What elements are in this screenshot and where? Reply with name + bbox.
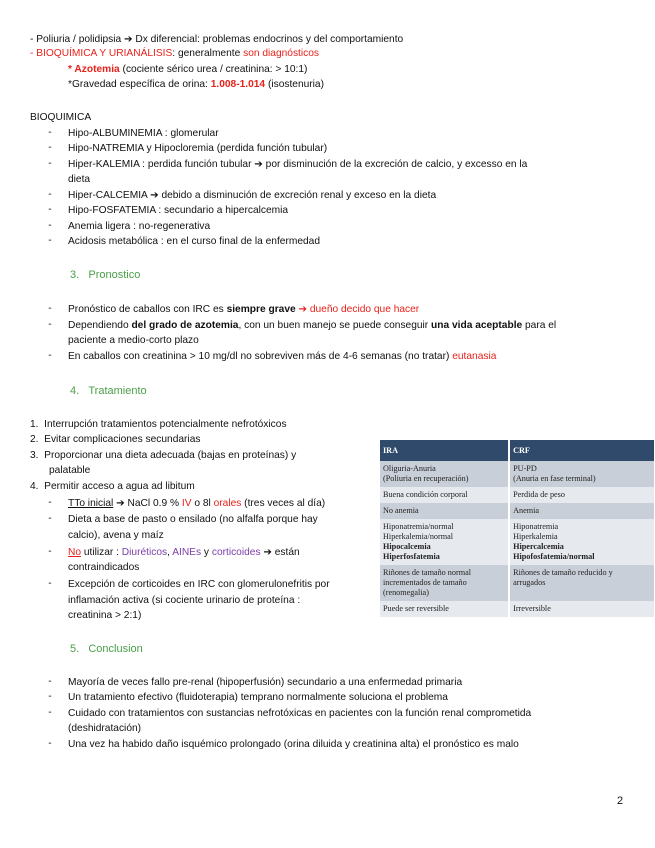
list-item: TTo inicial ➔ NaCl 0.9 % IV o 8l orales (tres veces al día) — [68, 498, 326, 509]
intro-line-4: *Gravedad específica de orina: 1.008-1.014 (isostenuria) — [68, 79, 324, 90]
list-item: Anemia ligera : no-regenerativa — [68, 221, 211, 232]
section-heading-tratamiento: 4. Tratamiento — [70, 385, 147, 397]
bullet-dash: - — [48, 578, 52, 589]
table-row — [380, 565, 654, 601]
list-item-cont: contraindicados — [68, 562, 140, 573]
bullet-dash: - — [48, 142, 52, 153]
table-row — [380, 519, 654, 565]
numbered-item: 1. Interrupción tratamientos potencialmente nefrotóxicos — [30, 419, 287, 430]
numbered-item: 3. Proporcionar una dieta adecuada (bajas en proteínas) y — [30, 450, 297, 461]
list-item-cont: (deshidratación) — [68, 723, 142, 734]
bullet-dash: - — [48, 676, 52, 687]
section-heading-pronostico: 3. Pronostico — [70, 269, 141, 281]
bullet-dash: - — [48, 303, 52, 314]
list-item-cont: dieta — [68, 174, 91, 185]
section-heading-conclusion: 5. Conclusion — [70, 643, 143, 655]
bullet-dash: - — [48, 707, 52, 718]
bioquimica-title: BIOQUIMICA — [30, 112, 92, 123]
bullet-dash: - — [48, 546, 52, 557]
bullet-dash: - — [48, 319, 52, 330]
bullet-dash: - — [48, 204, 52, 215]
numbered-item-cont: palatable — [49, 465, 91, 476]
table-cell: Irreversible — [509, 601, 654, 617]
list-item: Dependiendo del grado de azotemia, con un buen manejo se puede conseguir una vida aceptable para el — [68, 320, 557, 331]
table-cell: No anemia — [380, 503, 509, 519]
bullet-dash: - — [48, 127, 52, 138]
table-cell: Buena condición corporal — [380, 487, 509, 503]
table-cell: Anemia — [509, 503, 654, 519]
list-item: Hipo-ALBUMINEMIA : glomerular — [68, 128, 219, 139]
list-item: Dieta a base de pasto o ensilado (no alfalfa porque hay — [68, 514, 318, 525]
table-row — [380, 601, 654, 617]
table-cell: PU-PD (Anuria en fase terminal) — [509, 461, 654, 487]
table-cell: Hiponatremia Hiperkalemia Hipercalcemia Hipofosfatemia/normal — [509, 519, 654, 565]
ira-crf-table — [380, 440, 654, 617]
bullet-dash: - — [48, 497, 52, 508]
table-header: IRA — [380, 440, 509, 461]
table-cell: Oliguria-Anuria (Poliuria en recuperación) — [380, 461, 509, 487]
list-item: Cuidado con tratamientos con sustancias nefrotóxicas en pacientes con la función renal comprometida — [68, 708, 532, 719]
list-item: No utilizar : Diuréticos, AINEs y corticoides ➔ están — [68, 547, 300, 558]
list-item-cont: creatinina > 2:1) — [68, 610, 142, 621]
list-item: Mayoría de veces fallo pre-renal (hipoperfusión) secundario a una enfermedad primaria — [68, 677, 463, 688]
list-item: Hiper-KALEMIA : perdida función tubular ➔ por disminución de la excreción de calcio, y excesso en la — [68, 159, 528, 170]
list-item: Acidosis metabólica : en el curso final de la enfermedad — [68, 236, 320, 247]
table-row — [380, 487, 654, 503]
table-header-row — [380, 440, 654, 461]
list-item-cont: calcio), avena y maíz — [68, 530, 164, 541]
table-header: CRF — [509, 440, 654, 461]
list-item: Hipo-NATREMIA y Hipocloremia (perdida función tubular) — [68, 143, 328, 154]
table-row — [380, 503, 654, 519]
bullet-dash: - — [48, 513, 52, 524]
table-row — [380, 461, 654, 487]
table-cell: Riñones de tamaño reducido y arrugados — [509, 565, 654, 601]
bullet-dash: - — [48, 235, 52, 246]
intro-line-3: * Azotemia (cociente sérico urea / creatinina: > 10:1) — [68, 64, 308, 75]
list-item: Excepción de corticoides en IRC con glomerulonefritis por — [68, 579, 330, 590]
intro-line-2: - BIOQUÍMICA Y URIANÁLISIS: generalmente son diagnósticos — [30, 48, 319, 59]
list-item: Pronóstico de caballos con IRC es siempre grave ➔ dueño decido que hacer — [68, 304, 420, 315]
numbered-item: 2. Evitar complicaciones secundarias — [30, 434, 201, 445]
list-item: Hiper-CALCEMIA ➔ debido a disminución de excreción renal y exceso en la dieta — [68, 190, 437, 201]
table-cell: Hiponatremia/normal Hiperkalemia/normal Hipocalcemia Hiperfosfatemia — [380, 519, 509, 565]
bullet-dash: - — [48, 738, 52, 749]
list-item-cont: paciente a medio-corto plazo — [68, 335, 199, 346]
bullet-dash: - — [48, 158, 52, 169]
page-number: 2 — [617, 795, 624, 807]
list-item: Hipo-FOSFATEMIA : secundario a hipercalcemia — [68, 205, 289, 216]
table-cell: Perdida de peso — [509, 487, 654, 503]
list-item: Una vez ha habido daño isquémico prolongado (orina diluida y creatinina alta) el pronóstico es malo — [68, 739, 519, 750]
intro-line-1: - Poliuria / polidipsia ➔ Dx diferencial: problemas endocrinos y del comportamiento — [30, 34, 404, 45]
bullet-dash: - — [48, 691, 52, 702]
bullet-dash: - — [48, 350, 52, 361]
bullet-dash: - — [48, 189, 52, 200]
list-item: En caballos con creatinina > 10 mg/dl no sobreviven más de 4-6 semanas (no tratar) eutanasia — [68, 351, 497, 362]
list-item-cont: inflamación activa (si cociente urinario de proteína : — [68, 595, 301, 606]
list-item: Un tratamiento efectivo (fluidoterapia) temprano normalmente soluciona el problema — [68, 692, 448, 703]
numbered-item: 4. Permitir acceso a agua ad libitum — [30, 481, 195, 492]
bullet-dash: - — [48, 220, 52, 231]
table-cell: Riñones de tamaño normal incrementados de tamaño (renomegalia) — [380, 565, 509, 601]
table-cell: Puede ser reversible — [380, 601, 509, 617]
